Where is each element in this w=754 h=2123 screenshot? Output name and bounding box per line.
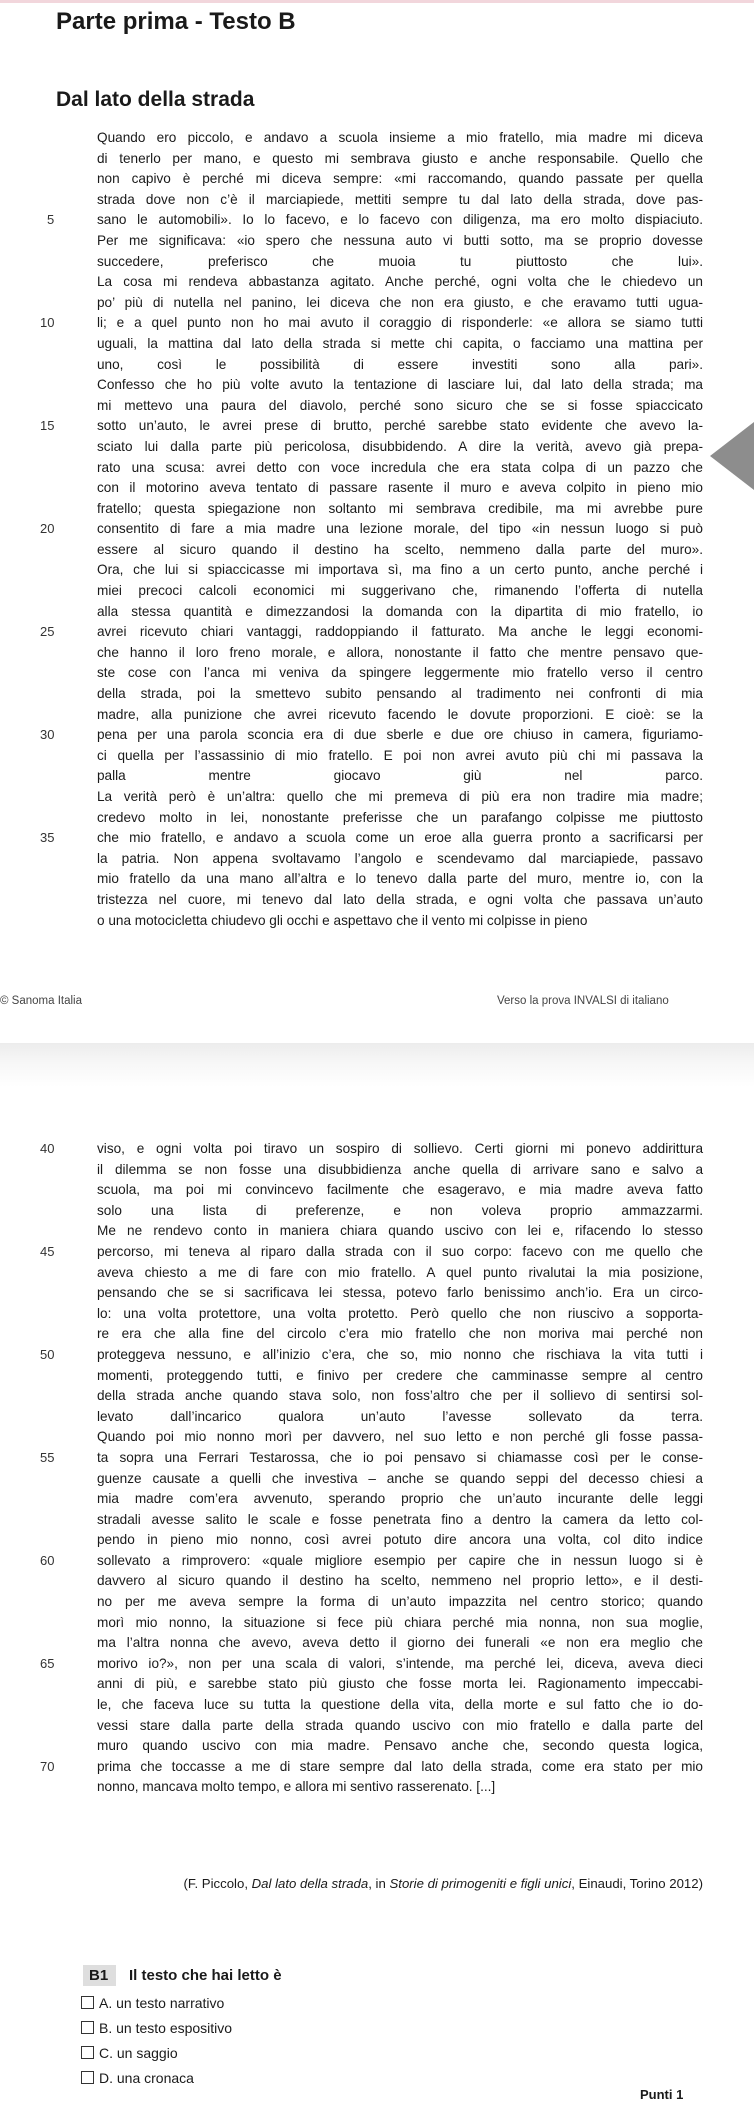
text-line bbox=[40, 1448, 703, 1469]
text-line bbox=[97, 1324, 703, 1345]
line-text: viso, e ogni volta poi tiravo un sospiro di sollievo. Certi giorni mi ponevo addirittura bbox=[97, 1141, 703, 1156]
text-line bbox=[97, 1489, 703, 1510]
text-line bbox=[97, 190, 703, 211]
text-line bbox=[97, 1263, 703, 1284]
line-text: ste cose con l’anca mi veniva da spingere leggermente mio fratello verso il centro bbox=[97, 665, 703, 681]
text-line bbox=[97, 1592, 703, 1613]
line-text: pensando che se si sacrificava lei stessa, potevo farlo benissimo anch’io. Era un circo- bbox=[97, 1285, 703, 1301]
text-line bbox=[97, 1736, 703, 1757]
line-text: mio fratello da una mano all’altra e lo tenevo dalla parte del muro, mentre io, con la bbox=[97, 871, 703, 887]
line-text: palla mentre giocavo giù nel parco. bbox=[97, 768, 703, 784]
line-number: 20 bbox=[40, 521, 55, 537]
line-text: o una motocicletta chiudevo gli occhi e aspettavo che il vento mi colpisse in pieno bbox=[97, 912, 588, 928]
text-line bbox=[97, 1283, 703, 1304]
answer-option[interactable] bbox=[81, 2041, 701, 2066]
line-text: ci quella per l’assassinio di mio fratello. E poi non avrei avuto più chi mi passava la bbox=[97, 747, 703, 763]
text-line bbox=[97, 169, 703, 190]
line-text: pendo in pieno mio nonno, così avrei potuto dire ancora una volta, col dito indice bbox=[97, 1532, 703, 1548]
text-line bbox=[97, 581, 703, 602]
question-points: Punti 1 bbox=[640, 2087, 684, 2102]
text-line bbox=[97, 1160, 703, 1181]
citation-prefix: (F. Piccolo, bbox=[183, 1876, 252, 1891]
line-text: davvero al sicuro quando il destino ha scelto, nemmeno nel proprio letto», e il desti- bbox=[97, 1573, 703, 1589]
line-text: re era che alla fine del circolo c’era mio fratello che non moriva mai perché non bbox=[97, 1326, 703, 1342]
line-text: essere al sicuro quando il destino ha scelto, nemmeno dalla parte del muro». bbox=[97, 541, 703, 557]
line-number: 25 bbox=[40, 624, 55, 640]
text-line bbox=[97, 1510, 703, 1531]
question-b1 bbox=[83, 1965, 703, 2091]
line-text: prima che toccasse a me di stare sempre dal lato della strada, come era stato per mio bbox=[97, 1758, 703, 1774]
answer-option[interactable] bbox=[81, 2016, 701, 2041]
line-text: strada dove non c’è il marciapiede, mettiti sempre tu dal lato della strada, dove pas- bbox=[97, 191, 703, 207]
line-text: uno, così le possibilità di essere investiti sono alla pari». bbox=[97, 356, 703, 372]
text-line bbox=[97, 1407, 703, 1428]
line-text: della strada anche quando stava solo, non foss’altro che per il sollievo di sentirsi sol- bbox=[97, 1388, 703, 1404]
line-text: Quando ero piccolo, e andavo a scuola insieme a mio fratello, mia madre mi diceva bbox=[97, 130, 703, 145]
option-text: una cronaca bbox=[116, 2070, 194, 2086]
option-letter: D. bbox=[99, 2070, 113, 2086]
line-text: non capivo è perché mi diceva sempre: «mi raccomando, quando passate per quella bbox=[97, 171, 703, 187]
line-number: 50 bbox=[40, 1346, 55, 1362]
line-text: Me ne rendevo conto in maniera chiara quando uscivo con lei e, rifacendo lo stesso bbox=[97, 1223, 703, 1239]
text-line bbox=[97, 1633, 703, 1654]
text-line bbox=[97, 1427, 703, 1448]
line-text: alla stessa quantità e dimezzandosi la domanda con la dipartita di mio fratello, io bbox=[97, 603, 703, 619]
line-text: Quando poi mio nonno morì per davvero, nel suo letto e non perché gli fosse passa- bbox=[97, 1429, 703, 1445]
line-text: il dilemma se non fosse una disubbidienza anche quella di arrivare sano e salvo a bbox=[97, 1161, 703, 1177]
text-line bbox=[97, 1613, 703, 1634]
line-text: madre, alla punizione che avrei ricevuto facendo le dovute proporzioni. E cioè: se la bbox=[97, 706, 703, 722]
text-line bbox=[97, 1180, 703, 1201]
text-line bbox=[40, 622, 703, 643]
line-text: che hanno il loro freno morale, e allora, nonostante il fatto che mentre pensavo que- bbox=[97, 644, 703, 660]
line-number: 70 bbox=[40, 1758, 55, 1774]
line-text: di tenerlo per mano, e questo mi sembrava giusto e anche responsabile. Quello che bbox=[97, 150, 703, 166]
line-text: succedere, preferisco che muoia tu piuttosto che lui». bbox=[97, 253, 703, 269]
text-line bbox=[97, 293, 703, 314]
text-line bbox=[97, 1716, 703, 1737]
line-text: sano le automobili». Io lo facevo, e lo facevo con diligenza, ma ero molto dispiaciuto. bbox=[97, 212, 703, 228]
text-line bbox=[97, 808, 703, 829]
answer-options bbox=[83, 1991, 703, 2091]
option-text: un testo narrativo bbox=[116, 1995, 225, 2011]
line-text: La verità però è un’altra: quello che mi premeva di più era non tradire mia madre; bbox=[97, 789, 703, 804]
line-text: miei precoci calcoli economici mi suggerivano che, rimanendo l’offerta di nutella bbox=[97, 583, 703, 599]
line-text: lo: una volta protettore, una volta protetto. Però quello che non riuscivo a sopporta- bbox=[97, 1305, 703, 1321]
citation-suffix: , Einaudi, Torino 2012) bbox=[571, 1876, 703, 1891]
line-text: sollevato a rimprovero: «quale migliore esempio per capire che in nessun luogo si è bbox=[97, 1552, 703, 1568]
text-line bbox=[40, 416, 703, 437]
section-title: Parte prima - Testo B bbox=[56, 8, 296, 35]
line-text: levato dall’incarico qualora un’auto l’avesse sollevato da terra. bbox=[97, 1408, 703, 1424]
line-text: morì mio nonno, la situazione si fece più chiara perché mia nonna, non sua moglie, bbox=[97, 1614, 703, 1630]
page-one bbox=[0, 0, 754, 1043]
text-line bbox=[40, 1551, 703, 1572]
line-number: 10 bbox=[40, 315, 55, 331]
text-line bbox=[97, 458, 703, 479]
text-line bbox=[97, 128, 703, 149]
text-line bbox=[40, 1654, 703, 1675]
text-line bbox=[97, 1469, 703, 1490]
line-text: anni di più, e sarebbe stato più giusto che fosse morta lei. Ragionamento impeccabi- bbox=[97, 1676, 703, 1692]
text-line bbox=[97, 1221, 703, 1242]
text-line bbox=[97, 1530, 703, 1551]
text-line bbox=[97, 231, 703, 252]
line-text: della strada, poi la smettevo subito pensando al tradimento nei confronti di mia bbox=[97, 686, 703, 702]
line-text: stradali avesse salito le scale e fosse penetrata fino a dentro la camera da letto col- bbox=[97, 1511, 703, 1527]
text-line bbox=[97, 890, 703, 911]
text-line bbox=[97, 334, 703, 355]
line-number: 40 bbox=[40, 1141, 55, 1156]
answer-option[interactable] bbox=[81, 2066, 701, 2091]
text-line bbox=[97, 1386, 703, 1407]
text-line bbox=[40, 828, 703, 849]
text-line bbox=[97, 1201, 703, 1222]
line-text: sciato lui dalla parte più pericolosa, disubbidendo. A dire la verità, avevo già prepa- bbox=[97, 438, 703, 454]
line-text: ta sopra una Ferrari Testarossa, che io poi pensavo si chiamasse così per le conse- bbox=[97, 1449, 703, 1465]
checkbox-icon[interactable] bbox=[81, 2071, 94, 2084]
text-line bbox=[47, 210, 703, 231]
line-text: Ora, che lui si spiaccicasse mi importava sì, ma fino a un certo punto, anche perché i bbox=[97, 562, 703, 578]
text-line bbox=[40, 1345, 703, 1366]
option-text: un saggio bbox=[116, 2045, 178, 2061]
text-line bbox=[97, 869, 703, 890]
text-line bbox=[97, 602, 703, 623]
line-text: ma l’altra nonna che avevo, aveva detto il giorno dei funerali «e non era meglio che bbox=[97, 1635, 703, 1651]
question-number: B1 bbox=[83, 1965, 116, 1986]
text-line bbox=[40, 313, 703, 334]
checkbox-icon[interactable] bbox=[81, 2021, 94, 2034]
line-number: 65 bbox=[40, 1655, 55, 1671]
text-line bbox=[40, 1139, 703, 1160]
text-line bbox=[97, 478, 703, 499]
line-text: no per me aveva sempre la forma di un’auto impazzita nel centro storico; quando bbox=[97, 1594, 703, 1610]
line-text: po’ più di nutella nel panino, lei diceva che non era giusto, e che eravamo tutti ugua- bbox=[97, 294, 703, 310]
line-text: Confesso che ho più volte avuto la tentazione di lasciare lui, dal lato della strada; ma bbox=[97, 377, 703, 393]
story-text-part-one bbox=[40, 128, 703, 931]
line-text: sotto un’auto, le avrei prese di brutto, perché sarebbe stato evidente che avevo la- bbox=[97, 418, 703, 434]
option-letter: B. bbox=[99, 2020, 113, 2036]
text-line bbox=[40, 519, 703, 540]
option-letter: C. bbox=[99, 2045, 113, 2061]
answer-option[interactable] bbox=[81, 1991, 701, 2016]
next-page-arrow-icon[interactable] bbox=[710, 422, 754, 490]
line-text: credevo molto in lei, nonostante preferisse che un parafango colpisse me piuttosto bbox=[97, 809, 703, 825]
citation-book-title: Storie di primogeniti e figli unici bbox=[389, 1876, 572, 1891]
line-number: 60 bbox=[40, 1552, 55, 1568]
page-separator bbox=[0, 1043, 754, 1087]
text-line bbox=[40, 1757, 703, 1778]
text-line bbox=[40, 1242, 703, 1263]
line-text: le, che faceva luce su tutta la questione della vita, della morte e sul fatto che io do- bbox=[97, 1697, 703, 1713]
line-text: nonno, mancava molto tempo, e allora mi sentivo rasserenato. [...] bbox=[97, 1779, 496, 1795]
text-line bbox=[97, 705, 703, 726]
text-line bbox=[97, 560, 703, 581]
text-line bbox=[97, 1366, 703, 1387]
text-line bbox=[97, 911, 703, 932]
text-line bbox=[97, 355, 703, 376]
source-citation bbox=[97, 1876, 703, 1891]
line-number: 15 bbox=[40, 418, 55, 434]
text-line bbox=[97, 499, 703, 520]
checkbox-icon[interactable] bbox=[81, 2046, 94, 2059]
footer-book-title: Verso la prova INVALSI di italiano bbox=[497, 995, 669, 1007]
option-text: un testo espositivo bbox=[116, 2020, 233, 2036]
text-line bbox=[97, 766, 703, 787]
question-text: Il testo che hai letto è bbox=[129, 1967, 282, 1984]
checkbox-icon[interactable] bbox=[81, 1996, 94, 2009]
story-title: Dal lato della strada bbox=[56, 88, 255, 111]
line-text: percorso, mi teneva al riparo dalla strada con il suo corpo: facevo con me quello che bbox=[97, 1243, 703, 1259]
line-number: 55 bbox=[40, 1449, 55, 1465]
line-text: aveva chiesto a me di fare con mio fratello. A quel punto rivalutai la mia posizione, bbox=[97, 1264, 703, 1280]
text-line bbox=[97, 149, 703, 170]
line-text: pena per una parola sconcia era di due sberle e due ore chiuso in camera, figuriamo- bbox=[97, 727, 703, 743]
line-number: 5 bbox=[47, 212, 55, 228]
text-line bbox=[97, 272, 703, 293]
option-letter: A. bbox=[99, 1995, 113, 2011]
page-two bbox=[0, 1087, 754, 2123]
line-text: avrei ricevuto chiari vantaggi, raddoppiando il fatturato. Ma anche le leggi economi- bbox=[97, 624, 703, 640]
text-line bbox=[97, 663, 703, 684]
line-text: morivo io?», non per una scala di valori, s’intende, ma perché lei, diceva, aveva dieci bbox=[97, 1655, 703, 1671]
citation-story-title: Dal lato della strada bbox=[251, 1876, 369, 1891]
citation-middle: , in bbox=[368, 1876, 390, 1891]
line-text: li; e a quel punto non ho mai avuto il coraggio di risponderle: «e allora se siamo tutti bbox=[97, 315, 703, 331]
line-text: uguali, la mattina dal lato della strada si mette chi capita, o facciamo una mattina per bbox=[97, 335, 703, 351]
text-line bbox=[97, 684, 703, 705]
line-text: Per me significava: «io spero che nessuna auto vi butti sotto, ma se proprio dovesse bbox=[97, 232, 703, 248]
line-number: 45 bbox=[40, 1243, 55, 1259]
line-text: scuola, ma poi mi convincevo facilmente che esageravo, e mia madre aveva fatto bbox=[97, 1182, 703, 1198]
text-line bbox=[97, 746, 703, 767]
line-text: consentito di fare a mia madre una lezione morale, del tipo «in nessun luogo si può bbox=[97, 521, 703, 537]
line-number: 30 bbox=[40, 727, 55, 743]
line-text: muro quando uscivo con mia madre. Pensavo anche che, secondo questa logica, bbox=[97, 1738, 703, 1754]
line-text: proteggeva nessuno, e all’inizio c’era, che so, mio nonno che rischiava la vita tutti i bbox=[97, 1346, 703, 1362]
line-text: fratello; questa spiegazione non soltanto mi sembrava credibile, ma mi avrebbe pure bbox=[97, 500, 703, 516]
line-text: mi mettevo una paura del diavolo, perché sono sicuro che se si fosse spiaccicato bbox=[97, 397, 703, 413]
text-line bbox=[97, 1695, 703, 1716]
footer-copyright: © Sanoma Italia bbox=[0, 995, 82, 1007]
line-text: mia madre com’era avvenuto, sperando proprio che un’auto incurante delle leggi bbox=[97, 1491, 703, 1507]
line-text: rato una scusa: avrei detto con voce incredula che era stata colpa di un pazzo che bbox=[97, 459, 703, 475]
line-text: solo una lista di preferenze, e non voleva proprio ammazzarmi. bbox=[97, 1202, 703, 1218]
line-text: che mio fratello, e andavo a scuola come un eroe alla guerra pronto a sacrificarsi per bbox=[97, 830, 703, 846]
text-line bbox=[97, 1571, 703, 1592]
line-text: la patria. Non appena svoltavamo l’angolo e scendevamo dal marciapiede, passavo bbox=[97, 850, 703, 866]
text-line bbox=[97, 849, 703, 870]
text-line bbox=[97, 396, 703, 417]
text-line bbox=[97, 787, 703, 808]
text-line bbox=[97, 1304, 703, 1325]
story-text-part-two bbox=[40, 1139, 703, 1798]
line-text: vessi stare dalla parte della strada quando uscivo con mio fratello e dalla parte del bbox=[97, 1717, 703, 1733]
line-number: 35 bbox=[40, 830, 55, 846]
text-line bbox=[97, 375, 703, 396]
text-line bbox=[97, 1674, 703, 1695]
line-text: tristezza nel cuore, mi tenevo dal lato della strada, e ogni volta che passava un’auto bbox=[97, 891, 703, 907]
text-line bbox=[97, 252, 703, 273]
line-text: momenti, proteggendo tutti, e finivo per credere che camminasse sempre al centro bbox=[97, 1367, 703, 1383]
text-line bbox=[97, 1777, 703, 1798]
text-line bbox=[40, 725, 703, 746]
line-text: La cosa mi rendeva abbastanza agitato. Anche perché, ogni volta che le chiedevo un bbox=[97, 274, 703, 290]
line-text: guenze causate a quelli che investiva – anche se quando seppi del decesso chiesi a bbox=[97, 1470, 703, 1486]
text-line bbox=[97, 437, 703, 458]
line-text: con il motorino aveva tentato di passare rasente il muro e aveva colpito in pieno mio bbox=[97, 480, 703, 496]
text-line bbox=[97, 540, 703, 561]
text-line bbox=[97, 643, 703, 664]
question-header bbox=[83, 1965, 703, 1991]
